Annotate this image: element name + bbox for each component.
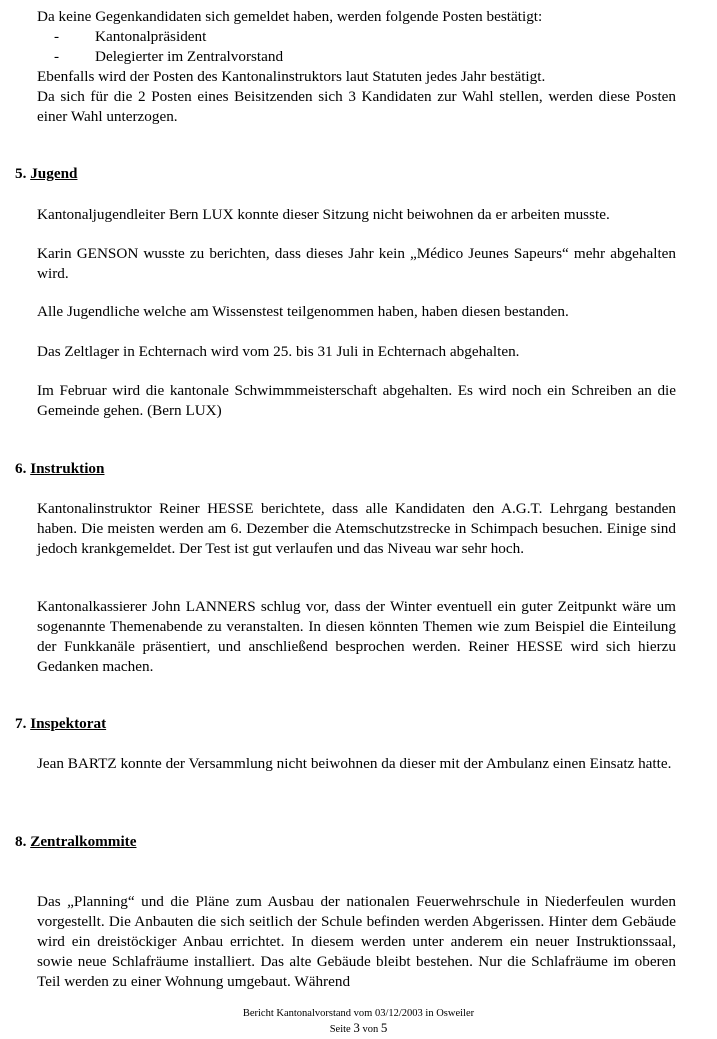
paragraph: Kantonalinstruktor Reiner HESSE berichtete, dass alle Kandidaten den A.G.T. Lehrgang bestanden haben. Die meisten werden am 6. Dezember die Atemschutzstrecke in Schimpach besuchen. Einige sind jedoch krankgemeldet. Der Test ist gut verlaufen und das Niveau war sehr hoch.: [37, 500, 676, 557]
paragraph: Karin GENSON wusste zu berichten, dass dieses Jahr kein „Médico Jeunes Sapeurs“ mehr abgehalten wird.: [37, 245, 676, 282]
section-title: Inspektorat: [30, 715, 107, 732]
paragraph: Das Zeltlager in Echternach wird vom 25. bis 31 Juli in Echternach abgehalten.: [37, 343, 520, 360]
paragraph: Jean BARTZ konnte der Versammlung nicht beiwohnen da dieser mit der Ambulanz einen Einsatz hatte.: [37, 755, 672, 772]
list-item-text: Kantonalpräsident: [95, 28, 207, 45]
section-number: 7.: [15, 715, 27, 732]
section-number: 8.: [15, 833, 27, 850]
page-separator: von: [362, 1024, 379, 1035]
section-title: Zentralkommite: [30, 833, 137, 850]
page-total: 5: [380, 1020, 388, 1035]
section-title: Jugend: [30, 165, 78, 182]
list-bullet: -: [54, 28, 60, 45]
intro-paragraph: Ebenfalls wird der Posten des Kantonalinstruktors laut Statuten jedes Jahr bestätigt.: [37, 68, 546, 85]
section-heading-jugend: [15, 164, 77, 184]
section-heading-instruktion: [15, 459, 104, 479]
section-title: Instruktion: [30, 460, 105, 477]
list-bullet: -: [54, 48, 60, 65]
paragraph: Im Februar wird die kantonale Schwimmmeisterschaft abgehalten. Es wird noch ein Schreiben an die Gemeinde gehen. (Bern LUX): [37, 382, 676, 419]
list-item-text: Delegierter im Zentralvorstand: [95, 48, 284, 65]
intro-line: Da keine Gegenkandidaten sich gemeldet haben, werden folgende Posten bestätigt:: [37, 8, 543, 25]
section-heading-inspektorat: [15, 714, 106, 734]
page-current: 3: [353, 1020, 360, 1035]
footer-page-number: [0, 1021, 717, 1037]
page-label: Seite: [329, 1024, 351, 1035]
paragraph: Kantonaljugendleiter Bern LUX konnte dieser Sitzung nicht beiwohnen da er arbeiten musste.: [37, 206, 610, 223]
section-number: 6.: [15, 460, 27, 477]
intro-paragraph: Da sich für die 2 Posten eines Beisitzenden sich 3 Kandidaten zur Wahl stellen, werden diese Posten einer Wahl unterzogen.: [37, 88, 676, 125]
section-number: 5.: [15, 165, 27, 182]
paragraph: Alle Jugendliche welche am Wissenstest teilgenommen haben, haben diesen bestanden.: [37, 303, 569, 320]
footer-report-line: Bericht Kantonalvorstand vom 03/12/2003 in Osweiler: [242, 1008, 475, 1019]
paragraph: Das „Planning“ und die Pläne zum Ausbau der nationalen Feuerwehrschule in Niederfeulen wurden vorgestellt. Die Anbauten die sich seitlich der Schule befinden werden Abgerissen. Hinter dem Gebäude wird ein dreistöckiger Anbau errichtet. In diesem werden unter anderem ein neuer Instruktionssaal, sowie neue Schlafräume installiert. Das alte Gebäude bleibt bestehen. Nur die Schlafräume im oberen Teil werden zu einer Wohnung umgebaut. Während: [37, 893, 676, 990]
section-heading-zentralkommite: [15, 832, 136, 852]
paragraph: Kantonalkassierer John LANNERS schlug vor, dass der Winter eventuell ein guter Zeitpunkt wäre um sogenannte Themenabende zu veranstalten. In diesen könnten Themen wie zum Beispiel die Einteilung der Funkkanäle präsentiert, und anschließend besprochen werden. Reiner HESSE wird sich hierzu Gedanken machen.: [37, 598, 676, 675]
